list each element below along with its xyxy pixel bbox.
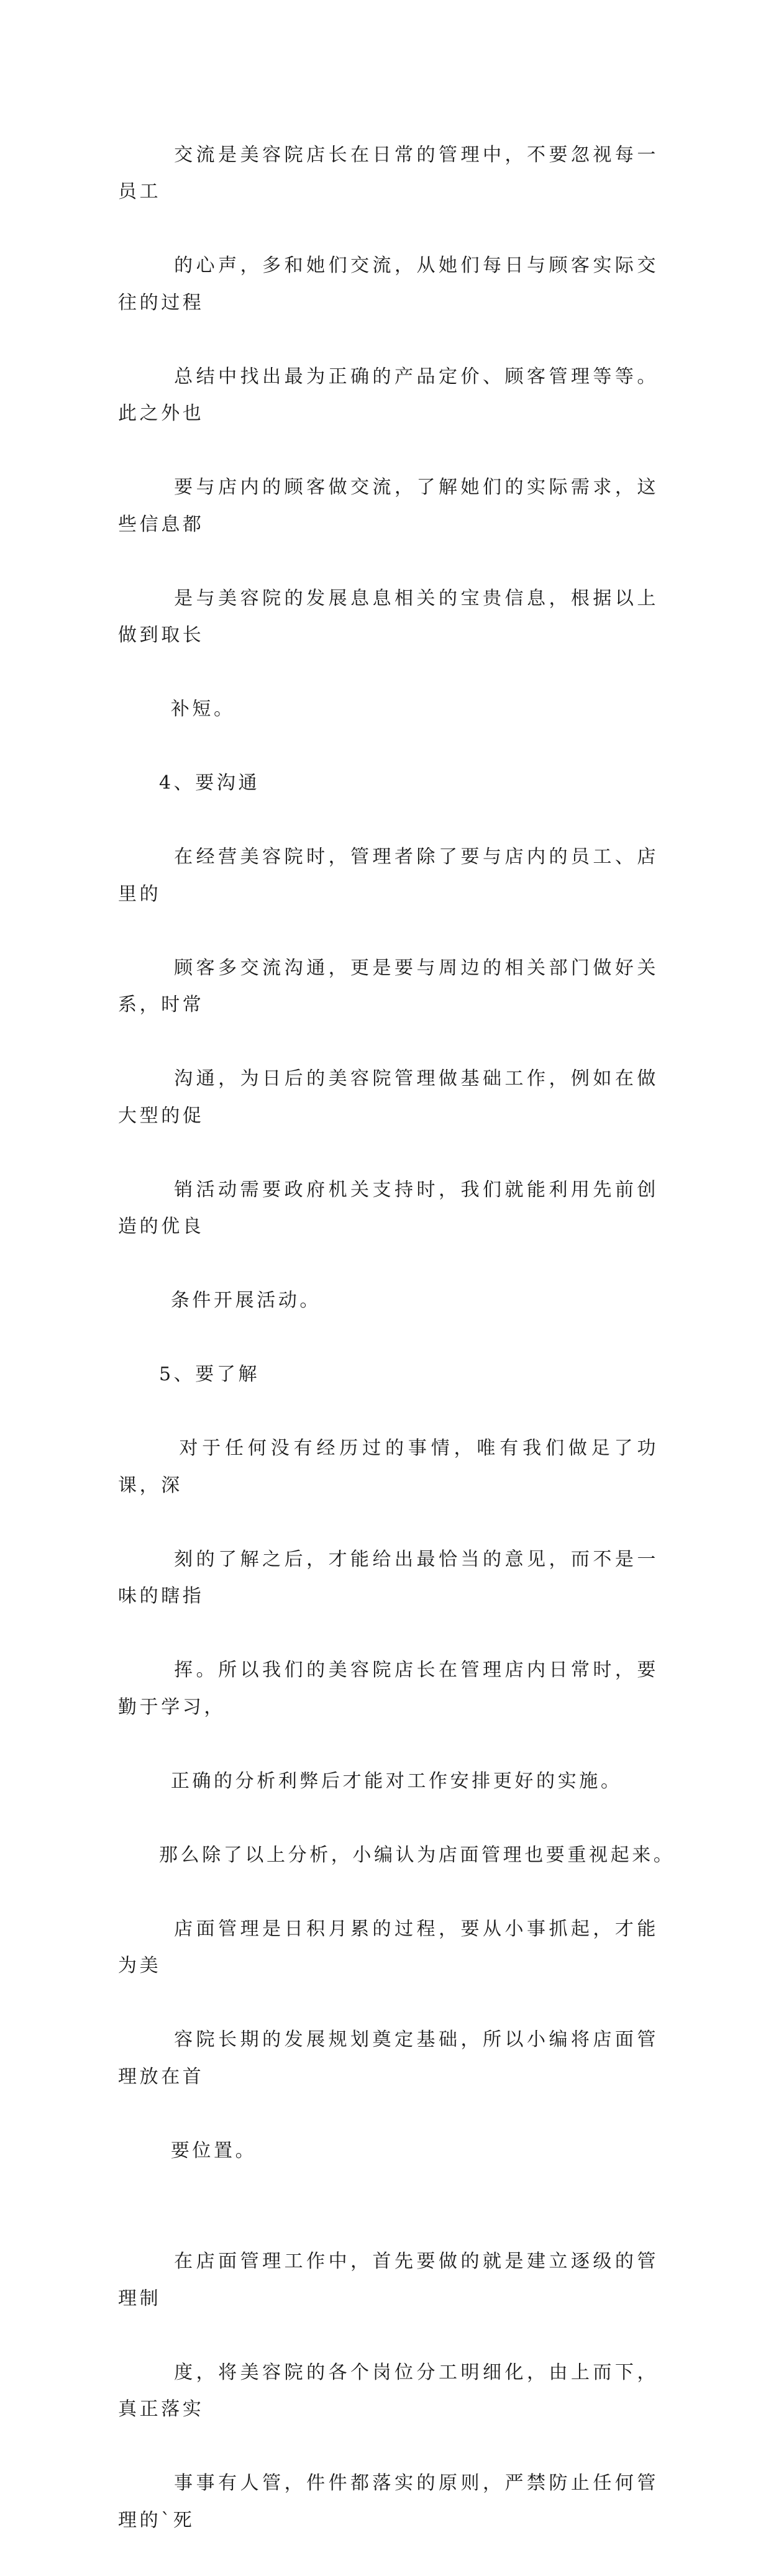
document-body [118, 99, 675, 2576]
text-line: 那么除了以上分析，小编认为店面管理也要重视起来。 [159, 1844, 675, 1866]
section-heading-4 [118, 765, 659, 802]
text-line: 补短。 [170, 698, 235, 720]
text-line: 刻的了解之后，才能给出最恰当的意见，而不是一味的瞎指 [118, 1548, 659, 1607]
text-line: 销活动需要政府机关支持时，我们就能利用先前创造的优良 [118, 1178, 659, 1237]
text-line: 总结中找出最为正确的产品定价、顾客管理等等。此之外也 [118, 365, 659, 424]
text-line: 容院长期的发展规划奠定基础，所以小编将店面管理放在首 [118, 2029, 659, 2088]
text-line: 沟通，为日后的美容院管理做基础工作，例如在做大型的促 [118, 1068, 659, 1127]
text-line: 店面管理是日积月累的过程，要从小事抓起，才能为美 [118, 1918, 659, 1977]
paragraph-understand [118, 1393, 659, 1837]
text-line: 要位置。 [170, 2139, 257, 2162]
text-line: 度，将美容院的各个岗位分工明细化，由上而下，真正落实 [118, 2361, 659, 2420]
text-line: 在经营美容院时，管理者除了要与店内的员工、店里的 [118, 846, 659, 905]
paragraph-management-system [118, 2206, 659, 2576]
section-heading-5 [118, 1356, 659, 1393]
text-line: 的心声，多和她们交流，从她们每日与顾客实际交往的过程 [118, 255, 659, 314]
paragraph-communicate [118, 802, 659, 1357]
text-line: 是与美容院的发展息息相关的宝贵信息，根据以上做到取长 [118, 587, 659, 646]
text-line: 条件开展活动。 [170, 1290, 322, 1311]
heading-text: 4、要沟通 [159, 772, 260, 794]
text-line: 在店面管理工作中，首先要做的就是建立逐级的管理制 [118, 2251, 659, 2310]
heading-text: 5、要了解 [159, 1363, 260, 1385]
text-line: 事事有人管，件件都落实的原则，严禁防止任何管理的`死 [118, 2472, 659, 2531]
text-line: 交流是美容院店长在日常的管理中，不要忽视每一员工 [118, 143, 659, 203]
paragraph-transition [118, 1837, 675, 1874]
text-line: 挥。所以我们的美容院店长在管理店内日常时，要勤于学习， [118, 1659, 659, 1718]
paragraph-communication-intro [118, 99, 659, 765]
paragraph-store-management [118, 1873, 659, 2206]
text-line: 要与店内的顾客做交流，了解她们的实际需求，这些信息都 [118, 476, 659, 535]
text-line: 顾客多交流沟通，更是要与周边的相关部门做好关系，时常 [118, 957, 659, 1016]
text-line: 对于任何没有经历过的事情，唯有我们做足了功课，深 [118, 1437, 659, 1496]
text-line: 正确的分析利弊后才能对工作安排更好的实施。 [170, 1770, 623, 1792]
